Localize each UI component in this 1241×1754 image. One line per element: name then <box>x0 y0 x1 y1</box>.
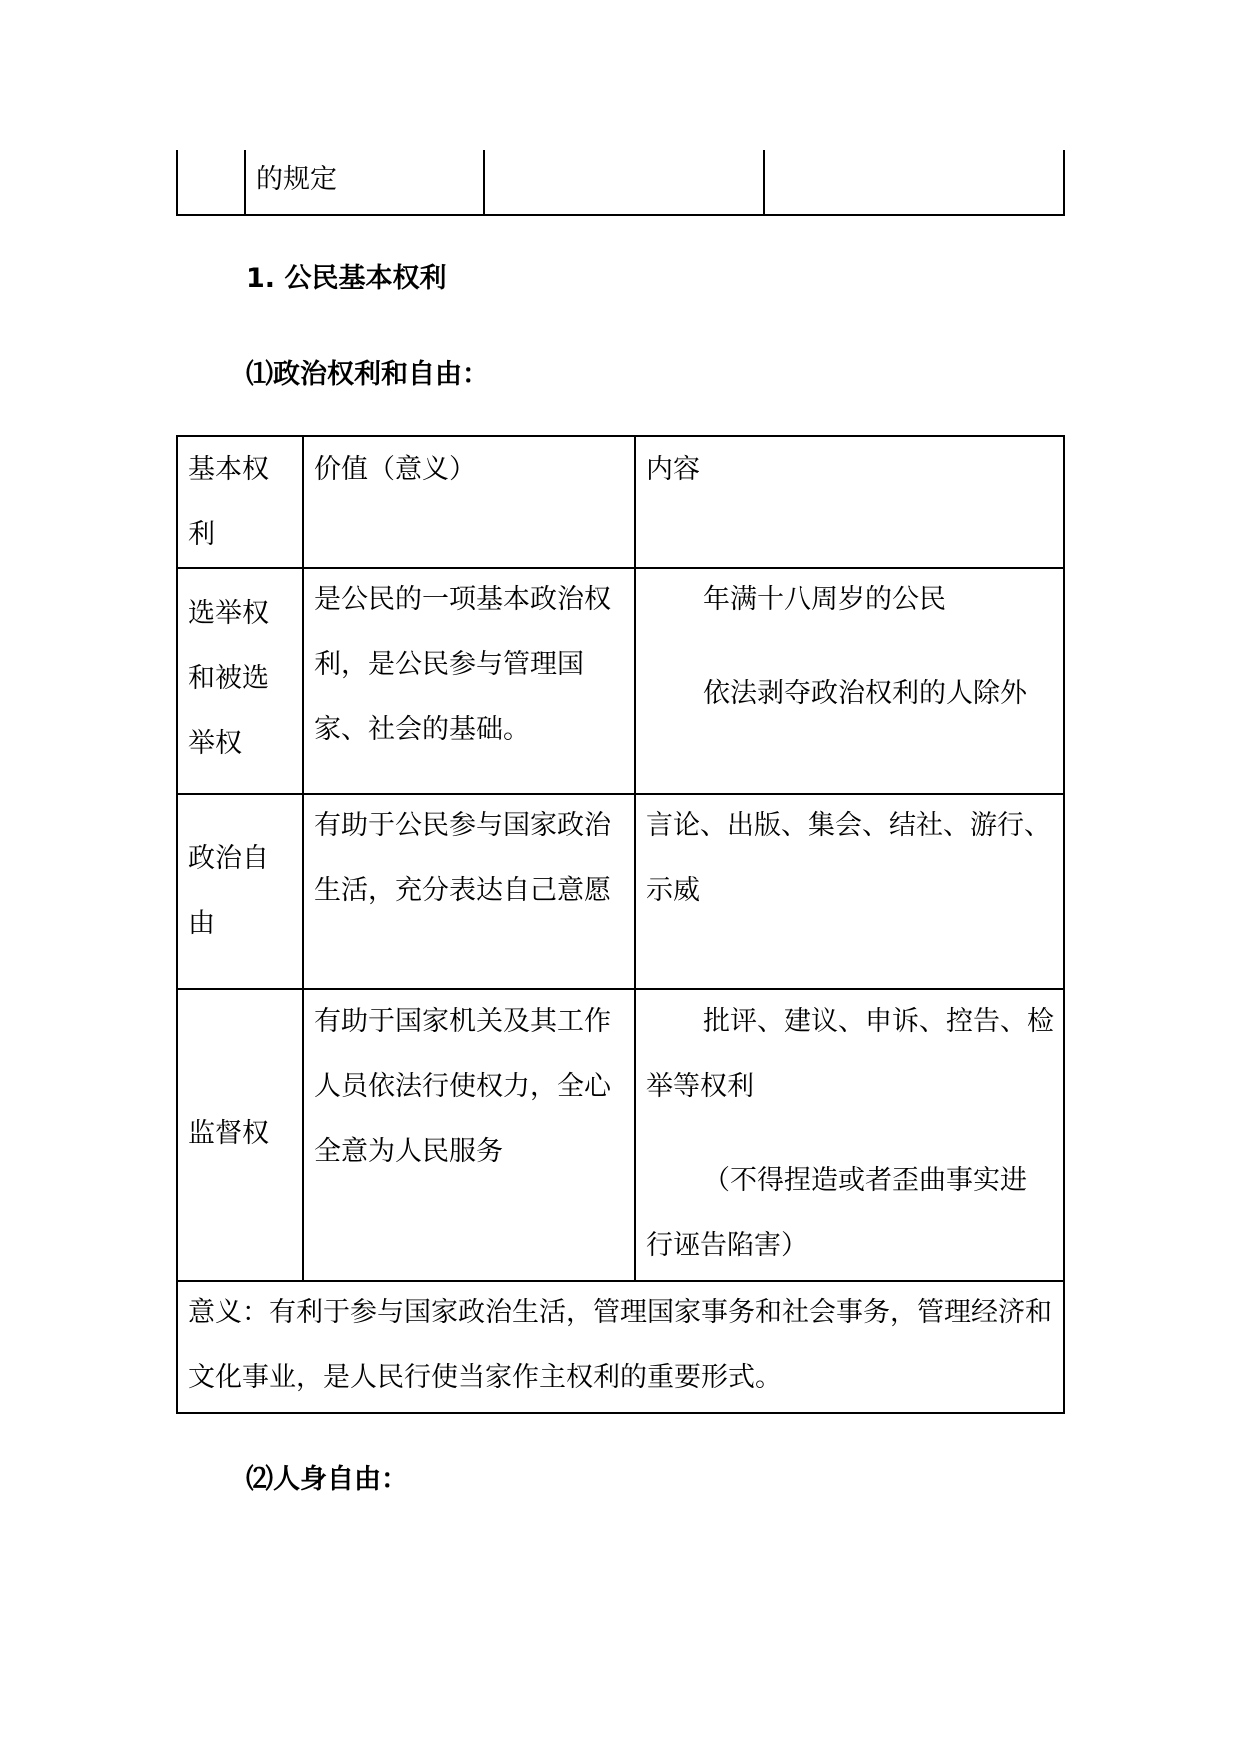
table-divider <box>483 150 485 214</box>
table-cell-value: 有助于国家机关及其工作人员依法行使权力，全心全意为人民服务 <box>314 1006 611 1167</box>
table-cell-content: 批评、建议、申诉、控告、检举等权利 <box>646 1006 1054 1102</box>
table-cell-value: 有助于公民参与国家政治生活，充分表达自己意愿 <box>314 810 611 906</box>
continued-table <box>176 150 1065 216</box>
table-header-cell: 内容 <box>646 454 700 485</box>
table-cell-content: 言论、出版、集会、结社、游行、示威 <box>646 810 1051 906</box>
rights-table <box>176 435 1065 1414</box>
table-divider <box>634 437 636 1280</box>
subsection-heading: ⑵人身自由： <box>246 1464 408 1495</box>
table-cell-value: 是公民的一项基本政治权利，是公民参与管理国家、社会的基础。 <box>314 584 611 745</box>
table-cell-content: （不得捏造或者歪曲事实进行诬告陷害） <box>646 1165 1027 1261</box>
table-cell-right: 监督权 <box>188 1118 269 1149</box>
section-heading: 1. 公民基本权利 <box>246 263 447 294</box>
table-cell: 的规定 <box>256 164 337 195</box>
table-divider <box>244 150 246 214</box>
table-cell-content: 年满十八周岁的公民 <box>703 584 946 615</box>
table-footer-note: 意义：有利于参与国家政治生活，管理国家事务和社会事务，管理经济和文化事业，是人民行使当家作主权利的重要形式。 <box>188 1297 1052 1393</box>
table-cell-content: 依法剥夺政治权利的人除外 <box>703 678 1027 709</box>
table-divider <box>302 437 304 1280</box>
table-divider <box>763 150 765 214</box>
subsection-heading: ⑴政治权利和自由： <box>246 359 489 390</box>
table-cell-right: 政治自由 <box>188 843 269 939</box>
table-header-cell: 价值（意义） <box>314 454 476 485</box>
table-cell-right: 选举权和被选举权 <box>188 598 269 759</box>
table-header-cell: 基本权利 <box>188 454 269 550</box>
